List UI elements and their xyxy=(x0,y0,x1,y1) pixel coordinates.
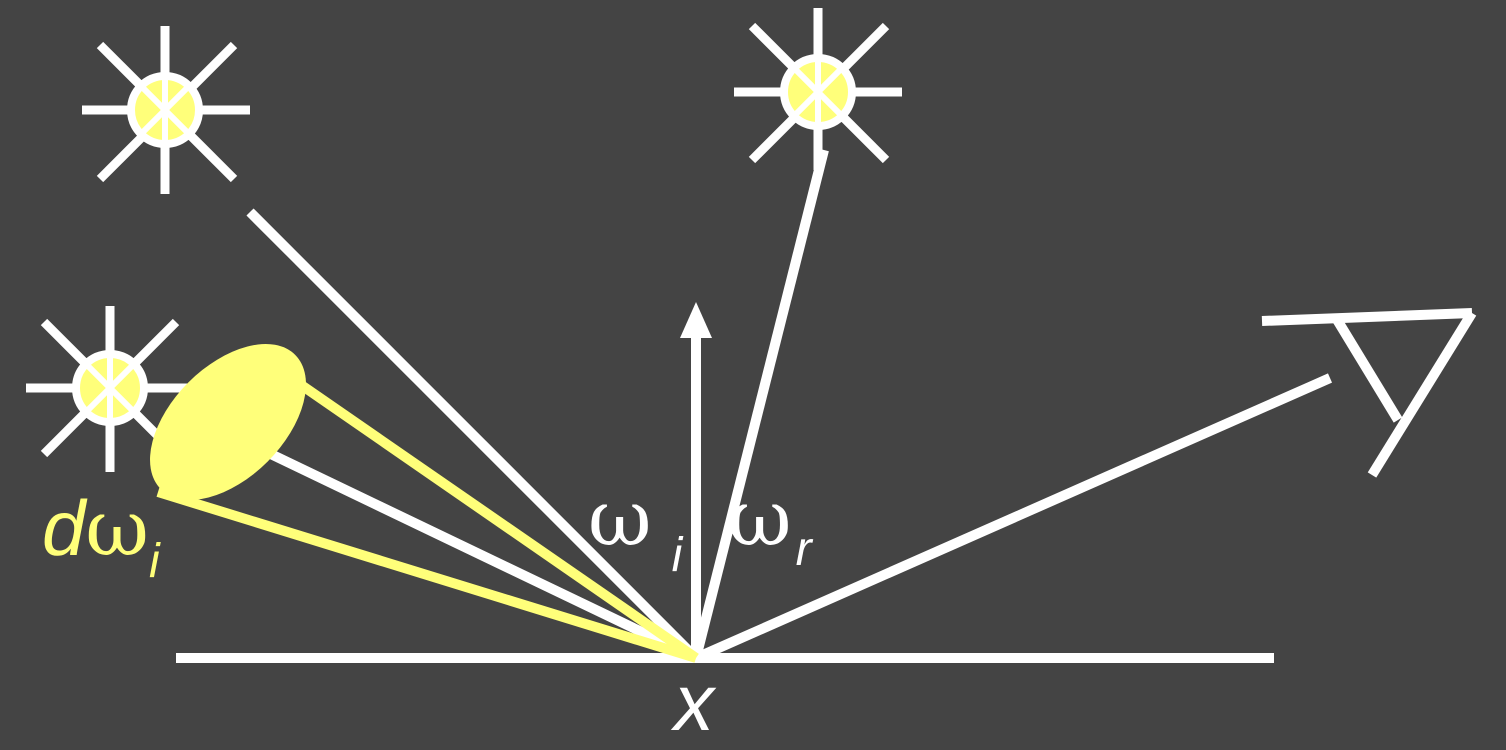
solid-angle-label: $d\omega_i$ xyxy=(42,484,160,588)
reflected-angle-label: $\omega_r$ xyxy=(728,474,812,576)
point-label: x xyxy=(674,658,714,747)
incident-angle-label: ω $_i$ xyxy=(588,474,683,582)
light-source-icon xyxy=(82,26,250,194)
